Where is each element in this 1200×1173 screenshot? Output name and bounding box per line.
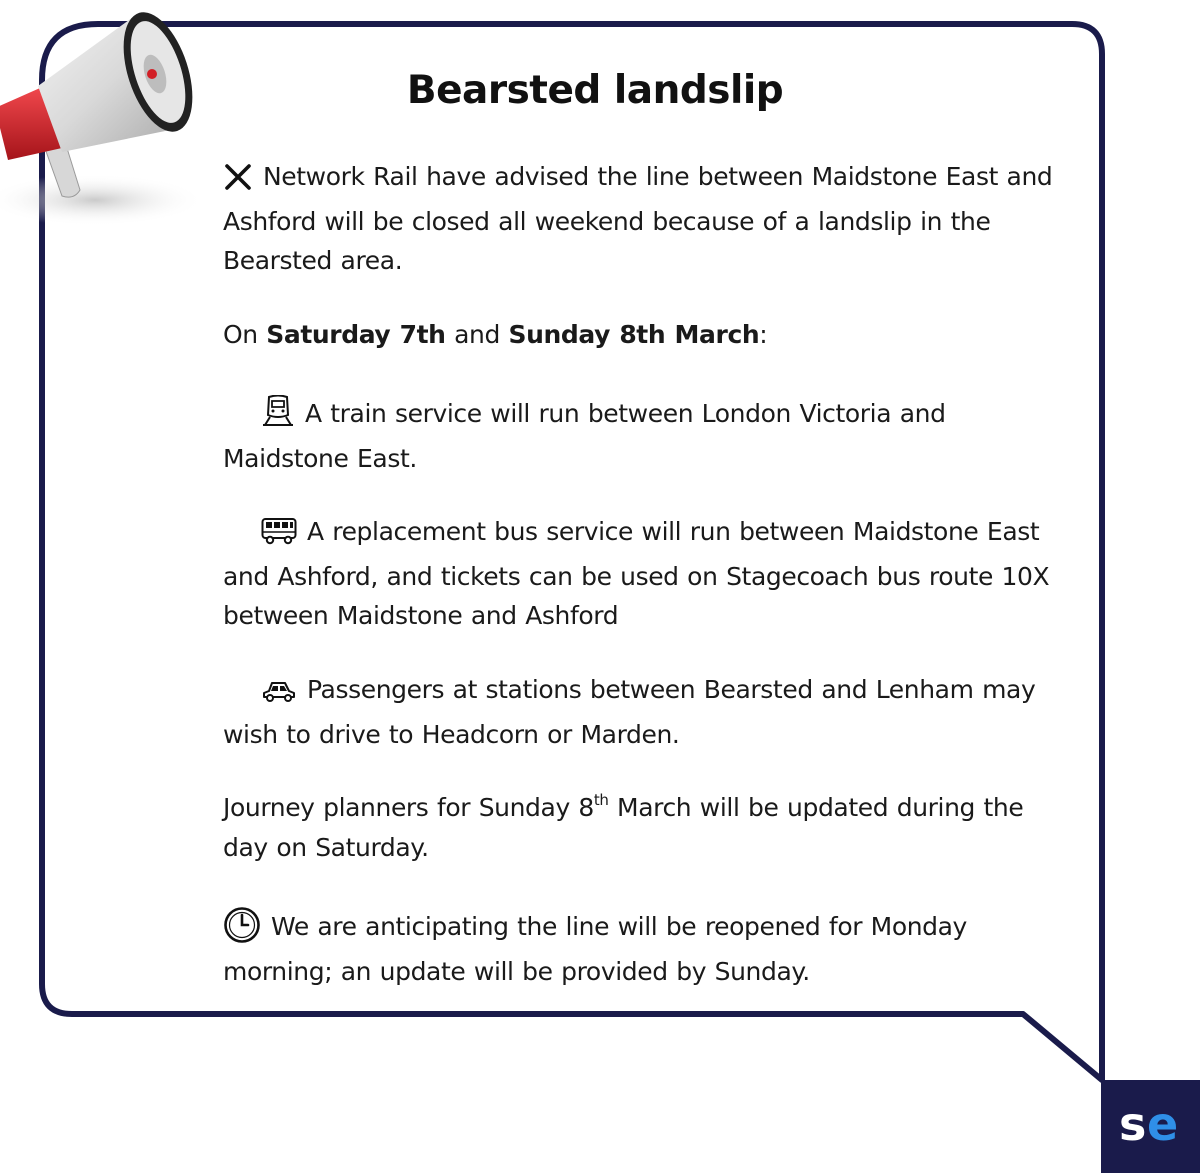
- date-sunday: Sunday 8th March: [508, 320, 760, 349]
- car-notice-text: Passengers at stations between Bearsted and Lenham may wish to drive to Headcorn or Marden.: [223, 675, 1036, 749]
- bus-notice: [223, 512, 1053, 636]
- southeastern-logo: [1101, 1080, 1200, 1173]
- car-icon: [261, 675, 297, 715]
- bus-notice-text: A replacement bus service will run between Maidstone East and Ashford, and tickets can be used on Stagecoach bus route 10X between Maidstone and Ashford: [223, 517, 1050, 630]
- logo-letter-e: e: [1147, 1097, 1179, 1151]
- headline: Bearsted landslip: [406, 68, 784, 113]
- reopen-notice-text: We are anticipating the line will be reopened for Monday morning; an update will be provided by Sunday.: [223, 912, 967, 986]
- clock-icon: [223, 906, 261, 952]
- dates-line: [223, 315, 1053, 355]
- date-saturday: Saturday 7th: [266, 320, 446, 349]
- dates-joiner: and: [445, 320, 509, 349]
- planner-ordinal: th: [593, 791, 609, 809]
- logo-letter-s: s: [1119, 1097, 1147, 1151]
- megaphone-icon: [0, 0, 220, 230]
- train-notice-text: A train service will run between London Victoria and Maidstone East.: [223, 399, 946, 473]
- planner-text-start: Journey planners for Sunday 8: [223, 793, 594, 822]
- cross-mark-icon: [223, 162, 253, 202]
- closure-notice: [223, 157, 1053, 281]
- planner-text-end: March will be updated during the day on Saturday.: [223, 793, 1024, 862]
- dates-suffix: :: [759, 320, 768, 349]
- reopen-notice: [223, 906, 1053, 991]
- dates-prefix: On: [223, 320, 267, 349]
- planner-notice: [223, 788, 1053, 867]
- closure-notice-text: Network Rail have advised the line between Maidstone East and Ashford will be closed all weekend because of a landslip in the Bearsted area.: [223, 162, 1053, 275]
- train-notice: [223, 394, 1053, 478]
- bus-icon: [261, 517, 297, 557]
- train-icon: [261, 395, 295, 439]
- car-notice: [223, 670, 1053, 754]
